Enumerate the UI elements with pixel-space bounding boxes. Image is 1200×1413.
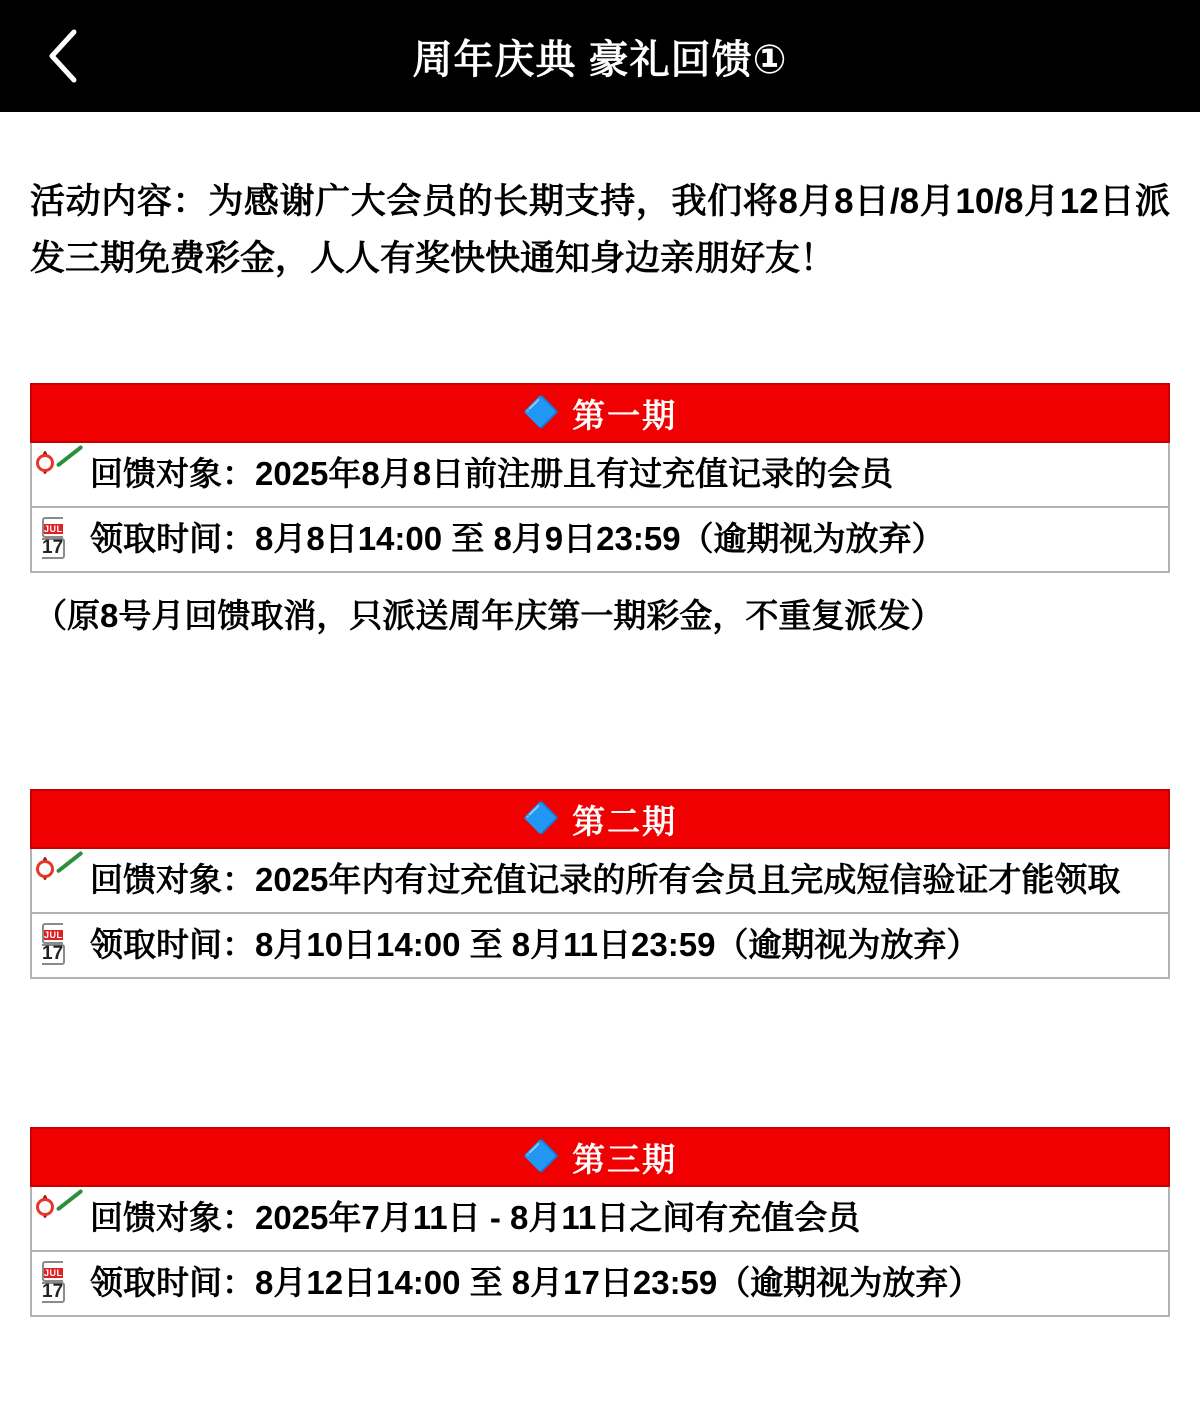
calendar-day-label: 17 xyxy=(42,537,64,559)
phase-1-time-row xyxy=(30,508,1170,573)
page-title: 周年庆典 豪礼回馈① xyxy=(412,37,788,82)
target-icon xyxy=(42,454,82,496)
phase-1-note: （原8号月回馈取消，只派送周年庆第一期彩金，不重复派发） xyxy=(34,597,944,635)
phase-2-header xyxy=(30,789,1170,849)
phase-2-target-text: 回馈对象：2025年内有过充值记录的所有会员且完成短信验证才能领取 xyxy=(90,861,1121,899)
phase-1-target-text: 回馈对象：2025年8月8日前注册且有过充值记录的会员 xyxy=(90,455,894,493)
phase-2-time-text: 领取时间：8月10日14:00 至 8月11日23:59（逾期视为放弃） xyxy=(90,926,980,964)
diamond-icon: 🔷 xyxy=(522,802,561,836)
phase-3-target-text: 回馈对象：2025年7月11日 - 8月11日之间有充值会员 xyxy=(90,1199,861,1237)
chevron-left-icon xyxy=(46,27,80,85)
calendar-day-label: 17 xyxy=(42,943,64,965)
phase-2-time-row xyxy=(30,914,1170,979)
target-icon xyxy=(42,860,82,902)
back-button[interactable] xyxy=(28,0,98,112)
target-icon xyxy=(42,1198,82,1240)
phase-3-time-text: 领取时间：8月12日14:00 至 8月17日23:59（逾期视为放弃） xyxy=(90,1263,982,1301)
calendar-icon xyxy=(42,519,82,561)
calendar-icon xyxy=(42,925,82,967)
calendar-month-label: JUL xyxy=(44,930,63,941)
page-content xyxy=(0,174,1200,1317)
phase-2-title: 第二期 xyxy=(572,802,678,840)
diamond-icon: 🔷 xyxy=(522,1140,561,1174)
diamond-icon: 🔷 xyxy=(522,396,561,430)
phase-3-time-row xyxy=(30,1252,1170,1317)
calendar-day-label: 17 xyxy=(42,1280,64,1302)
phase-block-3 xyxy=(30,1127,1170,1317)
phase-block-2 xyxy=(30,789,1170,979)
phase-1-header xyxy=(30,383,1170,443)
phase-1-time-text: 领取时间：8月8日14:00 至 8月9日23:59（逾期视为放弃） xyxy=(90,520,945,558)
app-header xyxy=(0,0,1200,112)
calendar-month-label: JUL xyxy=(44,1267,63,1278)
phase-1-title: 第一期 xyxy=(572,396,678,434)
phase-1-target-row xyxy=(30,443,1170,508)
activity-description: 活动内容：为感谢广大会员的长期支持，我们将8月8日/8月10/8月12日派发三期免费彩金，人人有奖快快通知身边亲朋好友！ xyxy=(30,182,1170,278)
phase-3-header xyxy=(30,1127,1170,1187)
calendar-icon xyxy=(42,1263,82,1305)
phase-block-1 xyxy=(30,383,1170,639)
phase-2-target-row xyxy=(30,849,1170,914)
calendar-month-label: JUL xyxy=(44,524,63,535)
phase-3-title: 第三期 xyxy=(572,1140,678,1178)
phase-3-target-row xyxy=(30,1187,1170,1252)
